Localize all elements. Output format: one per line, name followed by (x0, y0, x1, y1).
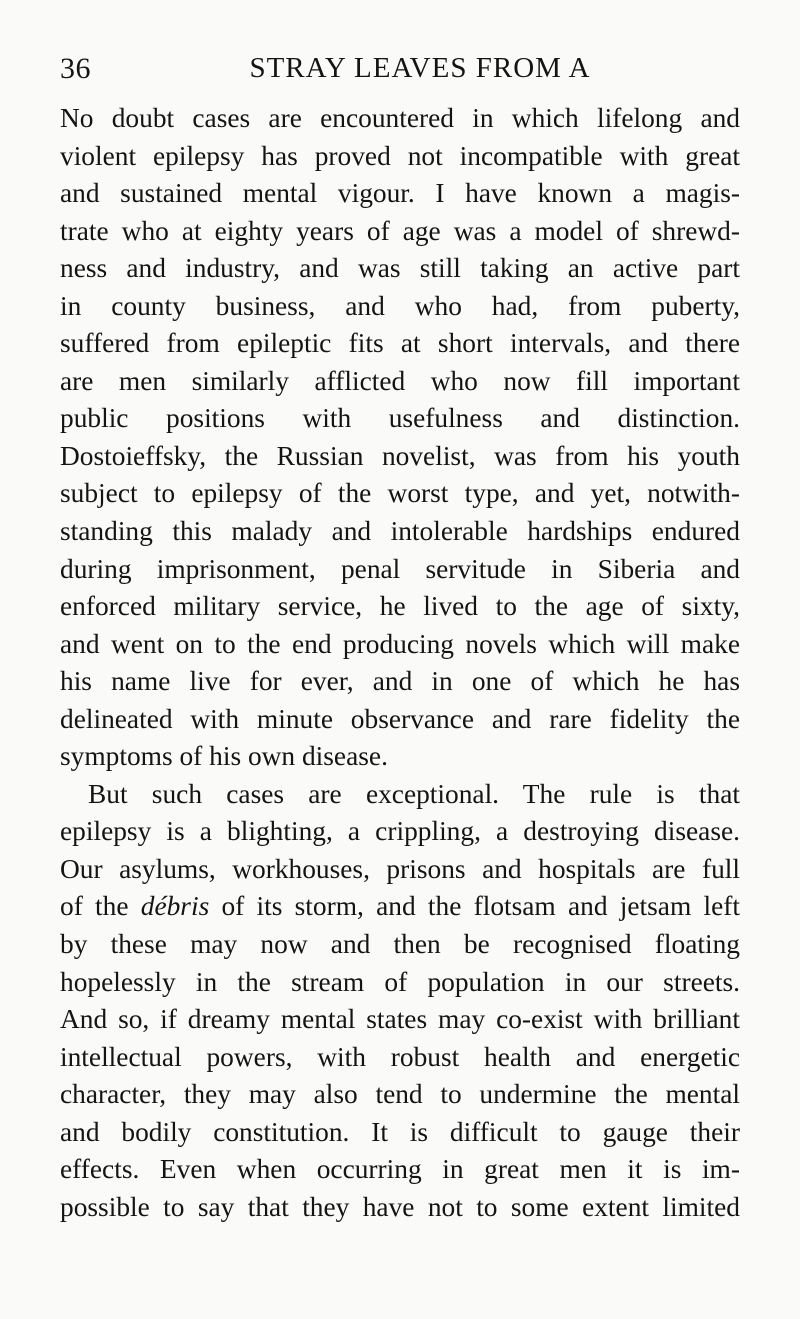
page-number: 36 (60, 52, 91, 85)
text-span: of its storm, and the flotsam and jetsam left (209, 891, 740, 922)
text-line: during imprisonment, penal servitude in Siberia and (60, 553, 740, 584)
text-line: his name live for ever, and in one of which he has (60, 666, 740, 697)
text-line: by these may now and then be recognised floating (60, 929, 740, 960)
text-line-paragraph-start: But such cases are exceptional. The rule is that (88, 778, 740, 809)
body-text (60, 100, 740, 1226)
text-line: trate who at eighty years of age was a model of shrewd- (60, 215, 740, 246)
text-line: And so, if dreamy mental states may co-exist with brilliant (60, 1004, 740, 1035)
text-line: and bodily constitution. It is difficult to gauge their (60, 1116, 740, 1147)
text-line: Dostoieffsky, the Russian novelist, was from his youth (60, 440, 740, 471)
text-line-with-italic (60, 888, 740, 926)
text-line: effects. Even when occurring in great men it is im- (60, 1154, 740, 1185)
text-line: possible to say that they have not to some extent limited (60, 1191, 740, 1222)
text-line: enforced military service, he lived to the age of sixty, (60, 591, 740, 622)
text-line: subject to epilepsy of the worst type, and yet, notwith- (60, 478, 740, 509)
text-line: suffered from epileptic fits at short intervals, and there (60, 328, 740, 359)
text-line: and went on to the end producing novels which will make (60, 628, 740, 659)
text-line: violent epilepsy has proved not incompatible with great (60, 140, 740, 171)
text-span: of the (60, 891, 141, 922)
text-line: and sustained mental vigour. I have known a magis- (60, 178, 740, 209)
text-line: character, they may also tend to undermine the mental (60, 1079, 740, 1110)
text-line: standing this malady and intolerable hardships endured (60, 516, 740, 547)
text-line: Our asylums, workhouses, prisons and hospitals are full (60, 853, 740, 884)
text-line: No doubt cases are encountered in which lifelong and (60, 103, 740, 133)
text-line: intellectual powers, with robust health and energetic (60, 1041, 740, 1072)
text-line: hopelessly in the stream of population in our streets. (60, 966, 740, 997)
running-title: STRAY LEAVES FROM A (249, 52, 591, 84)
text-line: public positions with usefulness and distinction. (60, 403, 740, 434)
italic-word: débris (140, 891, 210, 922)
text-line: in county business, and who had, from puberty, (60, 290, 740, 321)
text-line: delineated with minute observance and rare fidelity the (60, 703, 740, 734)
book-page (60, 52, 740, 1226)
running-head (60, 52, 740, 100)
text-line: ness and industry, and was still taking an active part (60, 253, 740, 284)
text-line: are men similarly afflicted who now fill important (60, 365, 740, 396)
text-line: epilepsy is a blighting, a crippling, a destroying disease. (60, 816, 740, 847)
text-line-paragraph-end: symptoms of his own disease. (60, 741, 388, 772)
